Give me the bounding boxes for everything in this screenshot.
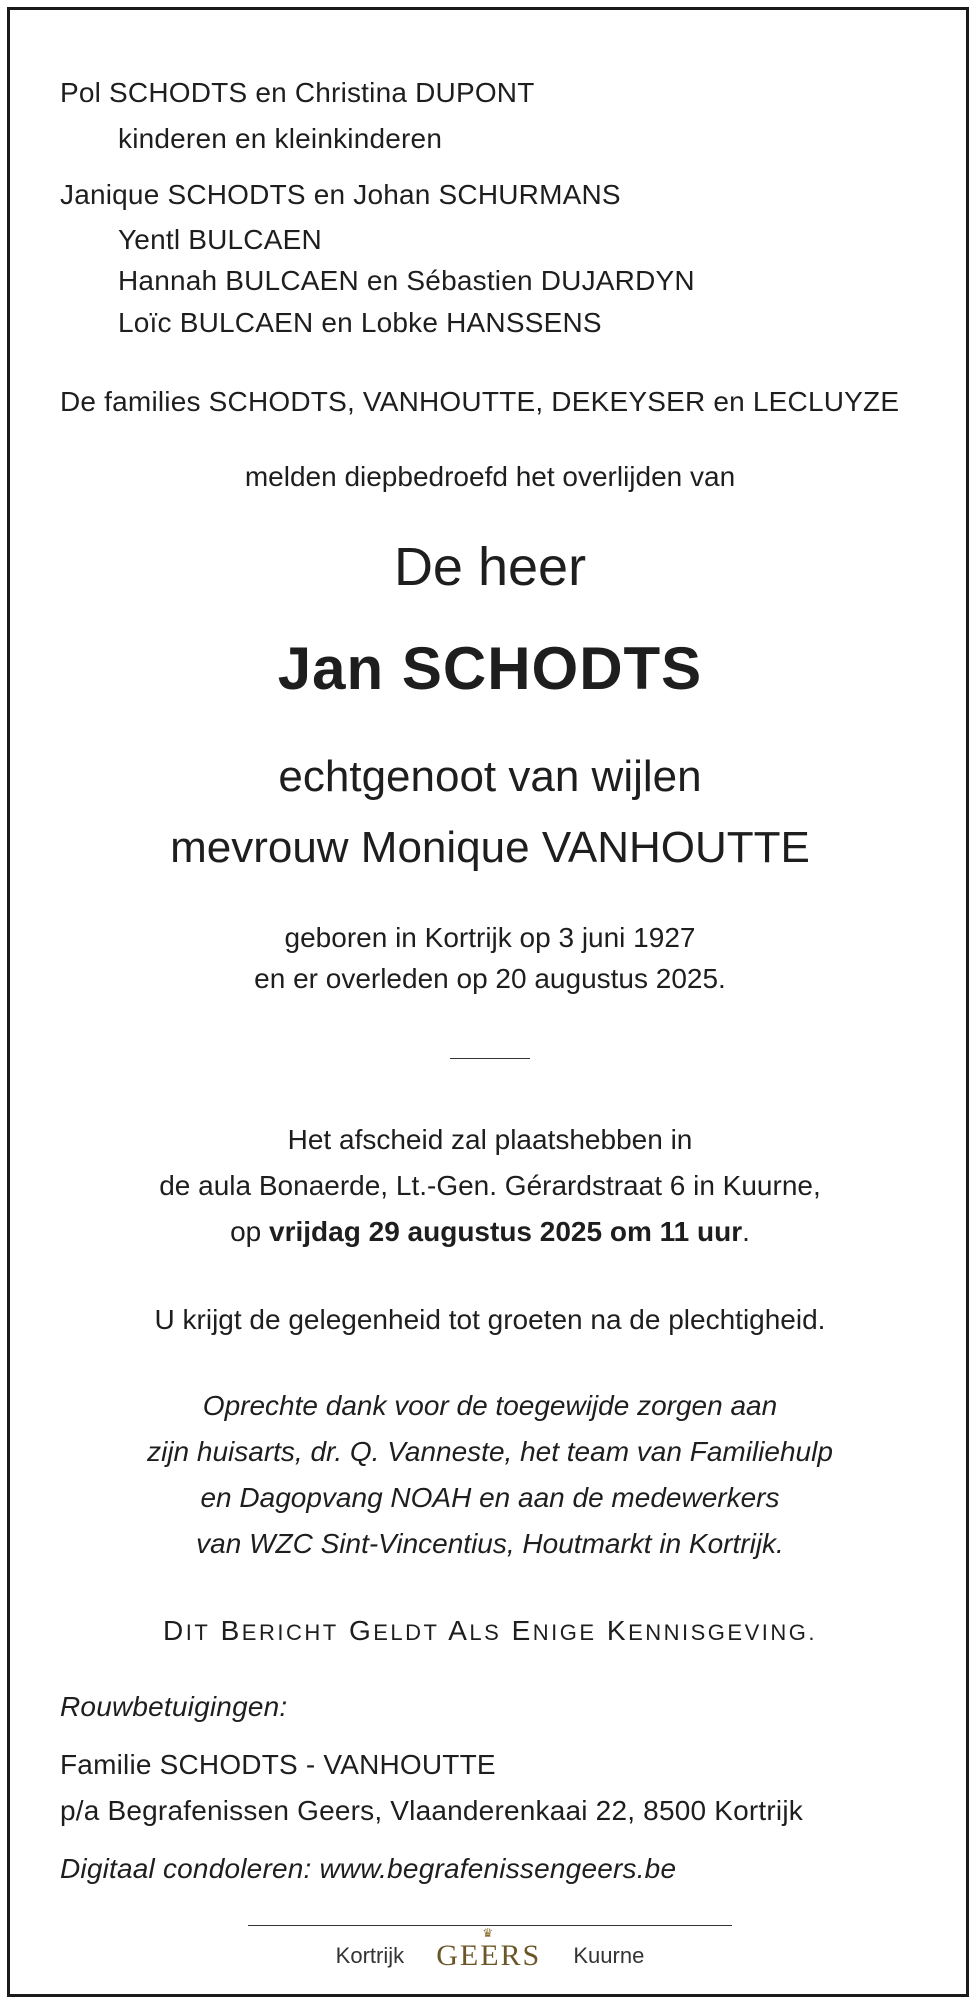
farewell-suffix: . (742, 1216, 750, 1247)
greeting-line: U krijgt de gelegenheid tot groeten na de plechtigheid. (154, 1304, 826, 1335)
notice-w3b: ELDT (373, 1620, 440, 1645)
notice-w1b: IT (185, 1620, 211, 1645)
family-line-4: Yentl BULCAEN (118, 224, 322, 255)
footer-kuurne: Kuurne (573, 1943, 645, 1969)
crown-icon: ♛ (482, 1926, 496, 1941)
notice-w4a: A (448, 1615, 470, 1646)
family-line-2: kinderen en kleinkinderen (118, 123, 443, 154)
notice-w2a: B (220, 1615, 242, 1646)
family-line-5: Hannah BULCAEN en Sébastien DUJARDYN (118, 265, 695, 296)
notice-w1a: D (163, 1615, 186, 1646)
deceased-title: De heer (393, 537, 587, 597)
family-line-1: Pol SCHODTS en Christina DUPONT (60, 77, 535, 108)
notice-w6b: ENNISGEVING. (628, 1620, 817, 1645)
notice-w6a: K (606, 1615, 629, 1646)
notice-line (0, 1614, 980, 1650)
notice-w5b: NIGE (532, 1620, 597, 1645)
family-line-6: Loïc BULCAEN en Lobke HANSSENS (118, 307, 602, 338)
geers-logo (436, 1926, 542, 1973)
section-divider (450, 1058, 530, 1059)
notice-w3a: G (348, 1615, 374, 1646)
digital-condolence: Digitaal condoleren: www.begrafenissengeers.be (60, 1853, 677, 1884)
notice-w5a: E (511, 1615, 533, 1646)
farewell-line-1: Het afscheid zal plaatshebben in (287, 1124, 693, 1155)
condolences-line-2: p/a Begrafenissen Geers, Vlaanderenkaai 22, 8500 Kortrijk (60, 1795, 803, 1826)
farewell-date: vrijdag 29 augustus 2025 om 11 uur (269, 1216, 743, 1247)
notice-w4b: LS (469, 1620, 502, 1645)
death-line: en er overleden op 20 augustus 2025. (254, 963, 726, 994)
farewell-prefix: op (230, 1216, 270, 1247)
deceased-name: Jan SCHODTS (277, 635, 703, 702)
farewell-line-3 (0, 1215, 980, 1249)
thanks-line-3: en Dagopvang NOAH en aan de medewerkers (200, 1482, 780, 1513)
notice-w2b: ERICHT (241, 1620, 339, 1645)
condolences-heading: Rouwbetuigingen: (60, 1691, 288, 1722)
birth-line: geboren in Kortrijk op 3 juni 1927 (284, 922, 696, 953)
footer-kortrijk: Kortrijk (335, 1943, 405, 1969)
thanks-line-4: van WZC Sint-Vincentius, Houtmarkt in Kortrijk. (196, 1528, 784, 1559)
announcement: melden diepbedroefd het overlijden van (244, 461, 736, 492)
family-line-7: De families SCHODTS, VANHOUTTE, DEKEYSER en LECLUYZE (60, 386, 900, 417)
logo-text: GEERS (436, 1939, 542, 1973)
spouse-line-2: mevrouw Monique VANHOUTTE (170, 823, 810, 872)
thanks-line-2: zijn huisarts, dr. Q. Vanneste, het team van Familiehulp (147, 1436, 833, 1467)
family-line-3: Janique SCHODTS en Johan SCHURMANS (60, 179, 621, 210)
condolences-line-1: Familie SCHODTS - VANHOUTTE (60, 1749, 496, 1780)
spouse-line-1: echtgenoot van wijlen (278, 752, 702, 801)
footer (0, 1926, 980, 1973)
farewell-line-2: de aula Bonaerde, Lt.-Gen. Gérardstraat 6 in Kuurne, (159, 1170, 821, 1201)
thanks-line-1: Oprechte dank voor de toegewijde zorgen aan (202, 1390, 778, 1421)
